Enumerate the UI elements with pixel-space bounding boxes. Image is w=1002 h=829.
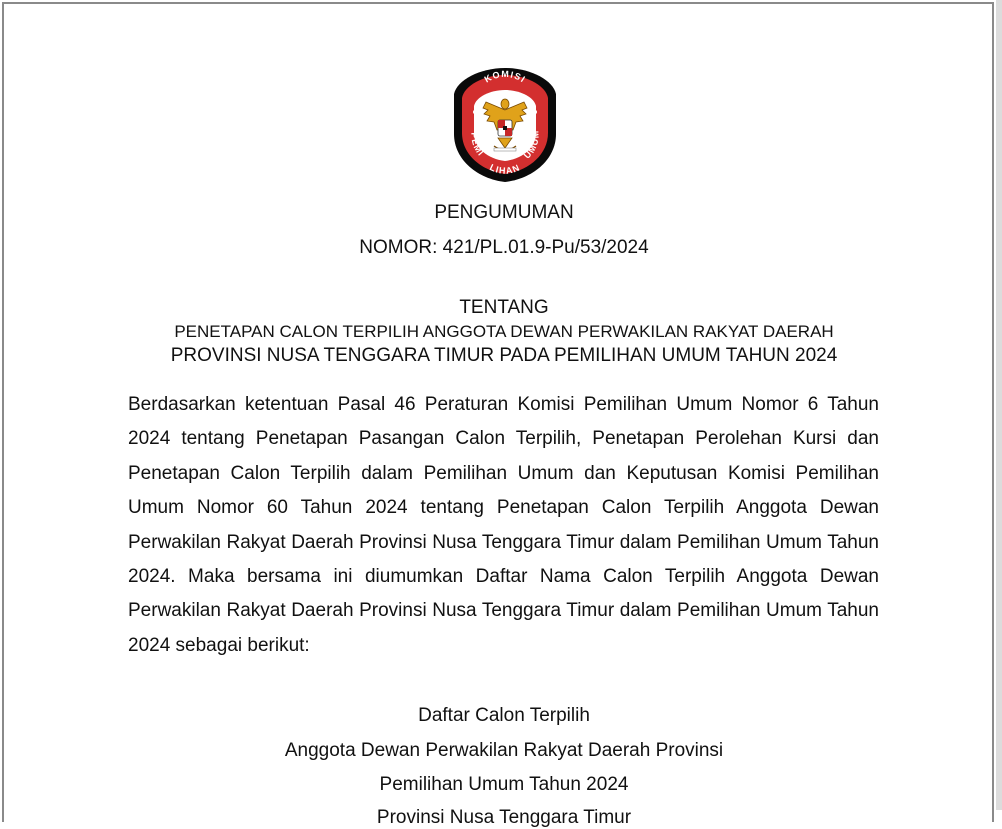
- logo-text-left: PEMI: [469, 132, 487, 159]
- logo-text-top: KOMISI: [482, 68, 528, 85]
- subject-line-2: PROVINSI NUSA TENGGARA TIMUR PADA PEMILIHAN UMUM TAHUN 2024: [170, 345, 838, 366]
- list-heading-line-4: Provinsi Nusa Tenggara Timur: [376, 807, 632, 828]
- logo-text-right: UMUM: [521, 129, 541, 161]
- document-number: NOMOR: 421/PL.01.9-Pu/53/2024: [359, 237, 649, 258]
- list-heading-line-2: Anggota Dewan Perwakilan Rakyat Daerah Provinsi: [284, 740, 724, 761]
- document-page: [2, 2, 994, 828]
- kpu-logo: [450, 64, 560, 184]
- kpu-garuda-emblem-icon: [450, 64, 560, 184]
- list-heading-line-1: Daftar Calon Terpilih: [418, 705, 590, 726]
- list-heading-line-3: Pemilihan Umum Tahun 2024: [379, 774, 629, 795]
- document-title: PENGUMUMAN: [434, 202, 574, 223]
- subject-line-1: PENETAPAN CALON TERPILIH ANGGOTA DEWAN PERWAKILAN RAKYAT DAERAH: [174, 322, 834, 341]
- viewer-scroll-gutter: [996, 0, 1002, 810]
- body-paragraph: Berdasarkan ketentuan Pasal 46 Peraturan Komisi Pemilihan Umum Nomor 6 Tahun 2024 tentang Penetapan Pasangan Calon Terpilih, Penetapan Perolehan Kursi dan Penetapan Calon Terpilih dalam Pemilihan Umum dan Keputusan Komisi Pemilihan Umum Nomor 60 Tahun 2024 tentang Penetapan Calon Terpilih Anggota Dewan Perwakilan Rakyat Daerah Provinsi Nusa Tenggara Timur dalam Pemilihan Umum Tahun 2024. Maka bersama ini diumumkan Daftar Nama Calon Terpilih Anggota Dewan Perwakilan Rakyat Daerah Provinsi Nusa Tenggara Timur dalam Pemilihan Umum Tahun 2024 sebagai berikut:: [128, 394, 879, 656]
- logo-text-bottom: LIHAN: [488, 162, 522, 176]
- subject-label: TENTANG: [459, 297, 549, 318]
